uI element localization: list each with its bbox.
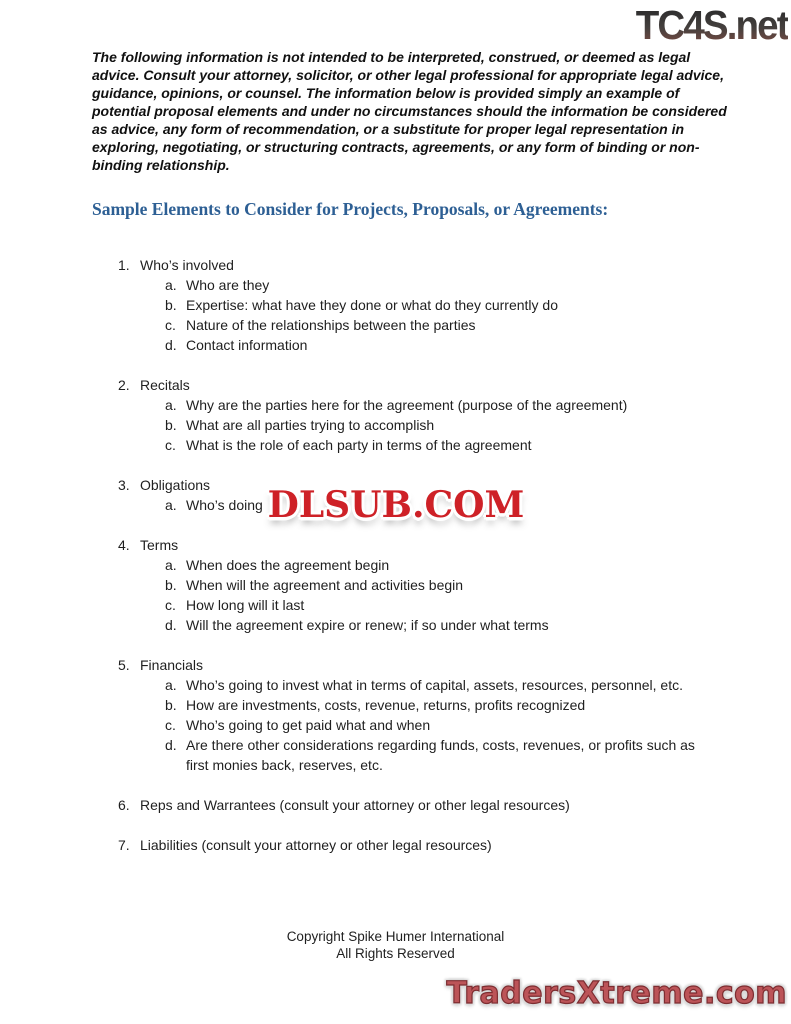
list-subitem — [118, 555, 718, 575]
page-title: Sample Elements to Consider for Projects, Proposals, or Agreements: — [92, 199, 609, 219]
subitem-text: Who are they — [186, 277, 270, 293]
item-number: 7. — [118, 837, 130, 853]
item-number: 4. — [118, 537, 130, 553]
subitem-text: Contact information — [186, 337, 308, 353]
item-number: 5. — [118, 657, 130, 673]
list-item — [118, 795, 718, 815]
subitem-letter: d. — [165, 737, 177, 753]
subitem-letter: d. — [165, 337, 177, 353]
item-number: 1. — [118, 257, 130, 273]
list-subitem — [118, 335, 718, 355]
list-subitem — [118, 735, 718, 775]
list-group-5 — [118, 655, 718, 775]
list-subitem — [118, 395, 718, 415]
subitem-text: Why are the parties here for the agreement (purpose of the agreement) — [186, 397, 628, 413]
footer-rights: All Rights Reserved — [336, 945, 455, 961]
subitem-letter: c. — [165, 317, 176, 333]
list-group-2 — [118, 375, 718, 455]
list-subitem — [118, 695, 718, 715]
subitem-text: When will the agreement and activities begin — [186, 577, 464, 593]
list-subitem — [118, 595, 718, 615]
subitem-text: Who’s going to get paid what and when — [186, 717, 431, 733]
tradersxtreme-logo: TradersXtreme.com — [446, 976, 787, 1011]
tc4s-logo: TC4S.net — [635, 2, 788, 48]
item-title: Who’s involved — [140, 257, 234, 273]
footer-copyright: Copyright Spike Humer International — [286, 929, 505, 944]
subitem-text: How are investments, costs, revenue, returns, profits recognized — [186, 697, 586, 713]
item-title: Financials — [140, 657, 204, 673]
subitem-letter: a. — [165, 397, 177, 413]
item-number: 3. — [118, 477, 130, 493]
subitem-text: Will the agreement expire or renew; if so under what terms — [186, 617, 549, 633]
list-subitem — [118, 615, 718, 635]
subitem-text: Who’s doing — [186, 497, 263, 513]
list-subitem — [118, 295, 718, 315]
subitem-letter: c. — [165, 717, 176, 733]
subitem-text: Nature of the relationships between the parties — [186, 317, 476, 333]
subitem-text: How long will it last — [186, 597, 305, 613]
dlsub-watermark: DLSUB.COM — [267, 483, 525, 527]
subitem-letter: b. — [165, 577, 177, 593]
subitem-letter: d. — [165, 617, 177, 633]
list-subitem — [118, 575, 718, 595]
list-group-7 — [118, 835, 718, 855]
subitem-letter: a. — [165, 677, 177, 693]
list-item — [118, 375, 718, 395]
list-item — [118, 535, 718, 555]
outline-list — [118, 255, 718, 875]
list-subitem — [118, 675, 718, 695]
item-title: Terms — [140, 537, 179, 553]
legal-disclaimer: The following information is not intended to be interpreted, construed, or deemed as legal advice. Consult your attorney, solicitor, or other legal professional for appropriate legal advice, guidance, opinions, or counsel. The information below is provided simply an example of potential proposal elements and under no circumstances should the information be considered as advice, any form of recommendation, or a substitute for proper legal representation in exploring, negotiating, or structuring contracts, agreements, or any form of binding or non-binding relationship. — [92, 49, 727, 173]
list-group-1 — [118, 255, 718, 355]
list-subitem — [118, 315, 718, 335]
subitem-letter: c. — [165, 437, 176, 453]
subitem-text: What is the role of each party in terms of the agreement — [186, 437, 532, 453]
item-number: 6. — [118, 797, 130, 813]
subitem-text: Expertise: what have they done or what do they currently do — [186, 297, 558, 313]
subitem-letter: a. — [165, 497, 177, 513]
subitem-letter: a. — [165, 557, 177, 573]
subitem-text: Who’s going to invest what in terms of capital, assets, resources, personnel, etc. — [186, 677, 683, 693]
list-group-4 — [118, 535, 718, 635]
list-item — [118, 255, 718, 275]
subitem-letter: b. — [165, 297, 177, 313]
footer — [0, 929, 791, 962]
item-title: Recitals — [140, 377, 190, 393]
list-subitem — [118, 715, 718, 735]
item-title: Reps and Warrantees (consult your attorney or other legal resources) — [140, 797, 570, 813]
subitem-text: Are there other considerations regarding funds, costs, revenues, or profits such as first monies back, reserves, etc. — [186, 737, 695, 773]
subitem-letter: a. — [165, 277, 177, 293]
item-number: 2. — [118, 377, 130, 393]
item-title: Liabilities (consult your attorney or other legal resources) — [140, 837, 492, 853]
item-title: Obligations — [140, 477, 211, 493]
subitem-text: When does the agreement begin — [186, 557, 390, 573]
subitem-text: What are all parties trying to accomplish — [186, 417, 435, 433]
subitem-letter: c. — [165, 597, 176, 613]
list-item — [118, 835, 718, 855]
list-group-6 — [118, 795, 718, 815]
list-subitem — [118, 415, 718, 435]
subitem-letter: b. — [165, 417, 177, 433]
list-subitem — [118, 275, 718, 295]
list-item — [118, 655, 718, 675]
subitem-letter: b. — [165, 697, 177, 713]
list-subitem — [118, 435, 718, 455]
